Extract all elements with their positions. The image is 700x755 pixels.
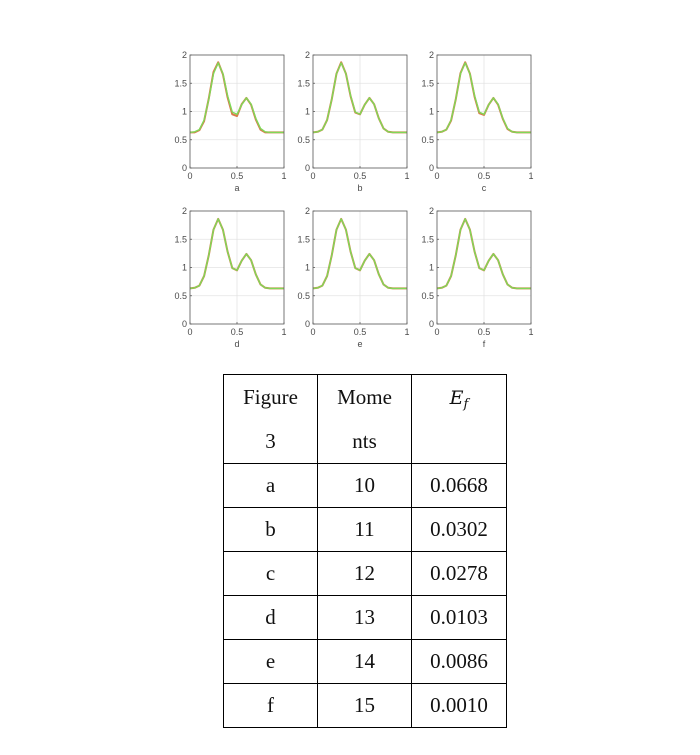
cell-error: 0.0302 xyxy=(412,508,507,552)
table-row xyxy=(224,640,507,684)
y-tick-label: 1.5 xyxy=(297,234,310,245)
y-tick-label: 1.5 xyxy=(174,78,187,89)
y-tick-label: 1 xyxy=(428,262,434,273)
y-tick-label: 0 xyxy=(428,319,434,329)
x-tick-label: 0 xyxy=(434,327,440,337)
y-tick-label: 1.5 xyxy=(174,234,187,245)
table-header-row xyxy=(224,375,507,464)
header-figure-line1: Figure xyxy=(243,385,298,409)
cell-error: 0.0010 xyxy=(412,684,507,728)
y-tick-label: 1.5 xyxy=(421,78,434,89)
table-row xyxy=(224,508,507,552)
subplot-e xyxy=(297,206,409,349)
subplot-a xyxy=(174,50,286,193)
x-tick-label: 1 xyxy=(528,327,534,337)
subplot-f xyxy=(421,206,533,349)
cell-figure: f xyxy=(224,684,318,728)
x-tick-label: 0 xyxy=(187,171,193,181)
cell-moments: 13 xyxy=(318,596,412,640)
y-tick-label: 2 xyxy=(428,206,434,216)
y-tick-label: 1 xyxy=(181,106,187,117)
x-tick-label: 0.5 xyxy=(353,327,367,337)
header-moments-line2: nts xyxy=(352,429,377,453)
subplot-grid xyxy=(0,0,700,360)
table-row xyxy=(224,596,507,640)
header-figure xyxy=(224,375,318,464)
y-tick-label: 2 xyxy=(181,206,187,216)
x-tick-label: 1 xyxy=(404,171,410,181)
x-tick-label: 0.5 xyxy=(477,327,491,337)
subplot-label: f xyxy=(482,339,486,349)
x-tick-label: 0 xyxy=(434,171,440,181)
subplot-b xyxy=(297,50,409,193)
cell-moments: 15 xyxy=(318,684,412,728)
x-tick-label: 0 xyxy=(187,327,193,337)
x-tick-label: 0.5 xyxy=(477,171,491,181)
x-tick-label: 1 xyxy=(281,171,287,181)
y-tick-label: 0.5 xyxy=(297,290,310,301)
subplot-d xyxy=(174,206,286,349)
cell-error: 0.0086 xyxy=(412,640,507,684)
y-tick-label: 0 xyxy=(181,319,187,329)
header-error-symbol: E xyxy=(449,387,464,409)
y-tick-label: 1.5 xyxy=(421,234,434,245)
table-row xyxy=(224,684,507,728)
y-tick-label: 0.5 xyxy=(297,134,310,145)
x-tick-label: 0 xyxy=(310,327,316,337)
header-moments-line1: Mome xyxy=(337,385,392,409)
cell-figure: c xyxy=(224,552,318,596)
x-tick-label: 0.5 xyxy=(353,171,367,181)
subplot-label: c xyxy=(481,183,487,193)
subplot-label: b xyxy=(357,183,363,193)
cell-error: 0.0668 xyxy=(412,464,507,508)
cell-figure: b xyxy=(224,508,318,552)
y-tick-label: 0.5 xyxy=(421,134,434,145)
cell-moments: 11 xyxy=(318,508,412,552)
x-tick-label: 1 xyxy=(404,327,410,337)
y-tick-label: 0 xyxy=(428,163,434,173)
y-tick-label: 2 xyxy=(181,50,187,60)
y-tick-label: 0 xyxy=(304,163,310,173)
cell-figure: d xyxy=(224,596,318,640)
y-tick-label: 1 xyxy=(181,262,187,273)
y-tick-label: 0.5 xyxy=(421,290,434,301)
cell-figure: e xyxy=(224,640,318,684)
moments-error-table xyxy=(223,374,507,728)
subplot-label: e xyxy=(357,339,363,349)
y-tick-label: 0 xyxy=(181,163,187,173)
cell-moments: 14 xyxy=(318,640,412,684)
x-tick-label: 0.5 xyxy=(230,327,244,337)
header-error-subscript: f xyxy=(463,397,469,412)
y-tick-label: 1 xyxy=(428,106,434,117)
x-tick-label: 0 xyxy=(310,171,316,181)
y-tick-label: 0.5 xyxy=(174,134,187,145)
subplot-c xyxy=(421,50,533,193)
y-tick-label: 0.5 xyxy=(174,290,187,301)
y-tick-label: 1.5 xyxy=(297,78,310,89)
header-figure-line2: 3 xyxy=(265,429,276,453)
y-tick-label: 1 xyxy=(304,106,310,117)
subplot-label: a xyxy=(234,183,240,193)
x-tick-label: 1 xyxy=(528,171,534,181)
header-error xyxy=(412,375,507,464)
y-tick-label: 0 xyxy=(304,319,310,329)
cell-moments: 10 xyxy=(318,464,412,508)
header-moments xyxy=(318,375,412,464)
x-tick-label: 1 xyxy=(281,327,287,337)
cell-figure: a xyxy=(224,464,318,508)
x-tick-label: 0.5 xyxy=(230,171,244,181)
table-row xyxy=(224,464,507,508)
y-tick-label: 2 xyxy=(304,206,310,216)
y-tick-label: 2 xyxy=(304,50,310,60)
table-row xyxy=(224,552,507,596)
cell-moments: 12 xyxy=(318,552,412,596)
y-tick-label: 1 xyxy=(304,262,310,273)
subplot-label: d xyxy=(234,339,240,349)
cell-error: 0.0278 xyxy=(412,552,507,596)
y-tick-label: 2 xyxy=(428,50,434,60)
cell-error: 0.0103 xyxy=(412,596,507,640)
